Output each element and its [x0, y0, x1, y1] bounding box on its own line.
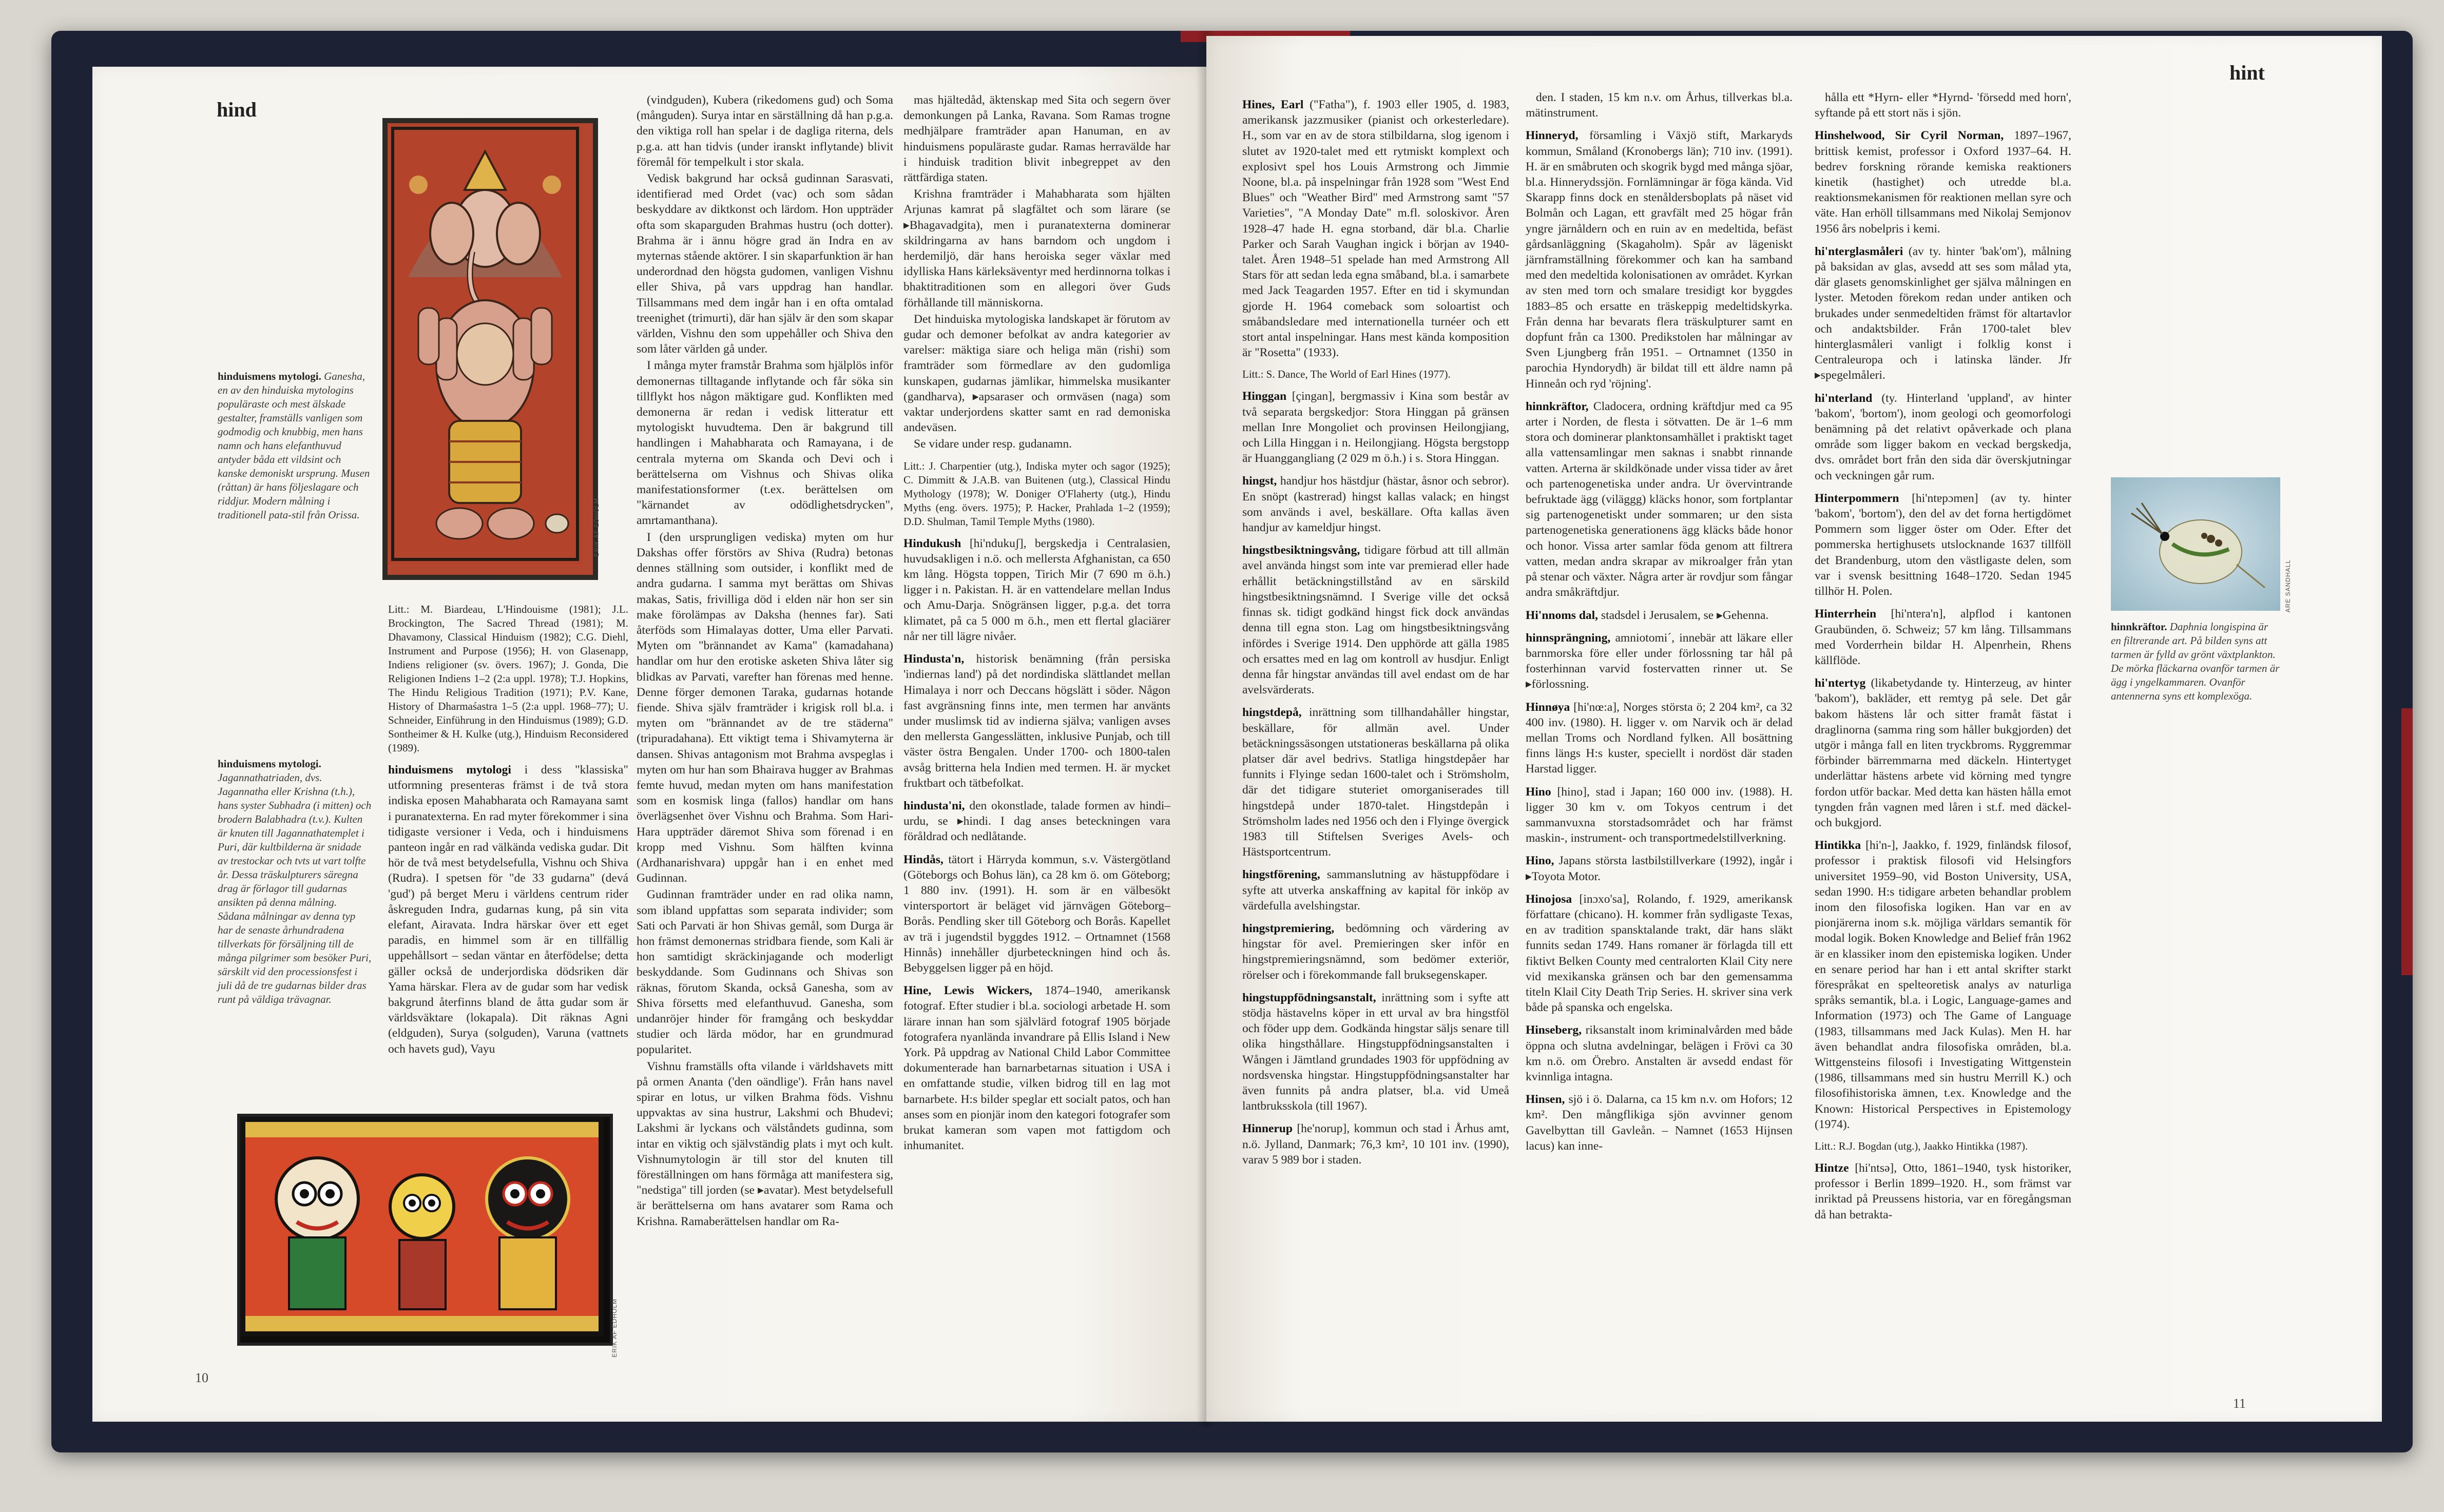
- entry-headword: Hi'nnoms dal,: [1526, 608, 1599, 622]
- entry-headword: Hindås,: [903, 852, 944, 866]
- entry-text: inrättning som tillhandahåller hingstar, beskällare, för allmän avel. Under betäckningssäsongen utstationeras beskällarna på olika platser där avel bedrivs. Statliga hingstdepåer har funnits i Flyinge sedan 1600-talet och i Strömsholm, där det tidigare stuteriet omorganiserades till hingstdepå under 1870-talet. Hingstdepån i Strömsholm lades ned 1956 och den i Flyinge övergick 1983 till Stiftelsen Sveriges Avels- och Hästsportcentrum.: [1242, 706, 1509, 859]
- body-paragraph: Se vidare under resp. gudanamn.: [914, 437, 1072, 451]
- entry-headword: Hinterrhein: [1815, 607, 1877, 621]
- entry-headword: hinnkräftor,: [1526, 399, 1589, 413]
- entry-text: den okonstlade, talade formen av hindi–urdu, se ▸hindi. I dag anses beteckningen vara föråldrad och nedlåtande.: [903, 799, 1170, 844]
- caption-title: hinnkräftor.: [2111, 621, 2167, 633]
- dictionary-entry: [1526, 630, 1793, 692]
- left-page: [92, 67, 1206, 1422]
- entry-headword: hingstuppfödningsanstalt,: [1242, 991, 1376, 1004]
- cover-accent: [2401, 708, 2413, 975]
- running-head-left: hind: [217, 98, 257, 121]
- body-paragraph: hålla ett *Hyrn- eller *Hyrnd- 'försedd med horn', syftande på ett stort näs i sjön.: [1815, 91, 2071, 120]
- dictionary-entry: [1526, 700, 1793, 777]
- entry-text: (likabetydande ty. Hinterzeug, av hinter 'bakom'), bakläder, ett remtyg på sele. Det går bakom hästens lår och sitter framåt fästat i draglinorna (samma ring som håller bukgjorden) det utgör i många fall en liten tryckbroms. Ryggremmar förbinder bärremmarna med däckeln. Hintertyget underlättar hästens arbete vid körning med tyngre fordon utför backar. Med detta kan hästen hålla emot tyngden från vagnen med låren i st.f. med däckel- och bukgjord.: [1815, 676, 2071, 829]
- entry-headword: Hinneryd,: [1526, 129, 1579, 143]
- body-paragraph: I (den ursprungligen vediska) myten om hur Dakshas offer förstörs av Shiva (Rudra) betonas dennes ställning som outsider, i konflikt med de andra gudarna. I samma myt berättas om Shivas makas, Satis, frivilliga död i elden när hon ser sin make förolämpas av Daksha (hennes far). Sati återföds som Himalayas dotter, Uma eller Parvati. Myten om "brännandet av Kama" (kamadahana) handlar om hur den erotiske asketen Shiva låter sig blidkas av Parvati, varefter han förenas med henne. Denne förger demonen Taraka, gudarnas hotande fiende. Shiva själv framträder i krigisk roll bl.a. i myten om "brännandet av de tre städerna" (tripuradahana). Ett viktigt tema i Shivamyterna är dansen. Shivas antagonism mot Brahma avspeglas i myten om hur han som Bhairava hugger av Brahmas femte huvud, medan myten om hans manifestation som en kosmisk linga (fallos) handlar om hans överlägsenhet över Vishnu och Brahma. Som Hari-Hara uppträder däremot Shiva som förenad i en kropp med Vishnu. Som hälften kvinna (Ardhanarishvara) uppgår han i en enhet med Gudinnan.: [637, 530, 893, 885]
- entry-headword: hinduismens mytologi: [388, 763, 511, 777]
- entry-headword: Hinseberg,: [1526, 1023, 1582, 1037]
- text-column: [637, 92, 893, 1230]
- entry-headword: hindusta'ni,: [903, 799, 965, 812]
- entry-text: Japans största lastbilstillverkare (1992), ingår i ▸Toyota Motor.: [1526, 854, 1793, 883]
- page-number: 11: [2233, 1396, 2246, 1411]
- entry-text: sjö i ö. Dalarna, ca 15 km n.v. om Hofors; 12 km². Den mångflikiga sjön avvinner genom Gavelbyttan till Gavleån. – Namnet (1653 Hijnsen lacus) kan inne-: [1526, 1093, 1793, 1153]
- dictionary-entry: [903, 983, 1170, 1153]
- entry-text: [çingan], bergmassiv i Kina som består av två separata bergskedjor: Stora Hinggan på gränsen mellan Inre Mongoliet och provinsen Heilongjiang, och Lilla Hinggan i n. Heilongjiang. Högsta bergstopp är Huanggangliang (2 029 m ö.h.) i s. Stora Hinggan.: [1242, 390, 1510, 466]
- entry-text: [hi'ntsə], Otto, 1861–1940, tysk historiker, professor i Berlin 1899–1920. H., som främst var inriktad på Preussens historia, var en föregångsman då han betrakta-: [1815, 1161, 2071, 1222]
- entry-headword: hingst,: [1242, 474, 1277, 488]
- dictionary-entry: [1815, 128, 2071, 236]
- dictionary-entry: [1815, 675, 2071, 830]
- entry-text: handjur hos hästdjur (hästar, åsnor och sebror). En snöpt (kastrerad) hingst kallas valack; en hingst som används i avel, beskällare. Ofta kallas även handjur av kameldjur hingst.: [1242, 474, 1509, 535]
- entry-text: (av ty. hinter 'bak'om'), målning på baksidan av glas, avsedd att ses som målad yta, där glasets genomskinlighet ger själva målningen en lyster. Metoden förekom redan under antiken och brukades under senmedeltiden främst för altartavlor och andaktsbilder. Från 1700-talet blev hinterglasmåleri vanligt i folklig konst i Centraleuropa och i latinska länder. Jfr ▸spegelmåleri.: [1815, 244, 2071, 382]
- entry-headword: hingstdepå,: [1242, 706, 1302, 720]
- entry-text: [hi'ndukuʃ], bergskedja i Centralasien, huvudsakligen i n.ö. och mellersta Afghanistan, ca 650 km lång. Högsta toppen, Tirich Mir (7 690 m ö.h.) ligger i n. Pakistan. H. är en vattendelare mellan Indus och Amu-Darja. Snögränsen ligger, p.g.a. det torra klimatet, på ca 5 000 m ö.h., men ett flertal glaciärer når ner till lägre nivåer.: [903, 536, 1171, 643]
- dictionary-entry: [1526, 608, 1793, 623]
- body-paragraph: Det hinduiska mytologiska landskapet är förutom av gudar och demoner befolkat av andra kategorier av varelser: mäktiga siare och heliga män (rishi) som framträder som förmedlare av den gudomliga kunskapen, gudarnas jämlikar, himmelska musikanter (gandharva), ▸apsaraser och ormväsen (naga) som vaktar underjordens skatter samt en rad demoniska andeväsen.: [903, 312, 1170, 435]
- text-column: [1242, 90, 1509, 1169]
- figure-caption: [2111, 620, 2280, 703]
- dictionary-entry: [1242, 1121, 1509, 1168]
- body-paragraph: Gudinnan framträder under en rad olika namn, som ibland uppfattas som separata individer; som Sati och Parvati är hon Shivas gemål, som Durga är hon främst demonernas stridbara fiende, som Kali är hon samtidigt skräckinjagande och moderligt beskyddande. Som Gudinnans och Shivas son räknas, förutom Skanda, också Ganesha, som av Shiva försetts med elefanthuvud. Ganesha, som undanröjer hinder för framgång och beskyddar studier och lärda mödor, har en grundmurad popularitet.: [637, 888, 893, 1057]
- dictionary-entry: [1526, 1022, 1793, 1084]
- entry-text: Cladocera, ordning kräftdjur med ca 95 arter i Norden, de flesta i sötvatten. De är 1–6 mm stora och dominerar planktonsamhället i praktiskt taget alla vattensamlingar men saknas i snabbt rinnande vatten. Arterna är skildkönade under vissa tider av året och partenogenetiska under andra. Ur övervintrande befruktade ägg (viläggg) kläcks honor, som fortplantar sig partenogenetiskt under sommaren; ur den sista partenogenetiska generationens ägg kläcks både honor och honor. Vissa arter samlar föda genom att filtrera vatten, medan andra skrapar av mikroalger från ytan på stenar och växter. Några arter är rovdjur som fångar andra småkräftdjur.: [1526, 399, 1793, 599]
- body-paragraph: den. I staden, 15 km n.v. om Århus, tillverkas bl.a. mätinstrument.: [1526, 91, 1793, 120]
- entry-text: riksanstalt inom kriminalvården med både öppna och slutna avdelningar, belägen i Frövi ca 30 km n.ö. om Örebro. Anstalten är avsedd endast för kvinnliga intagna.: [1526, 1023, 1793, 1083]
- entry-text: ("Fatha"), f. 1903 eller 1905, d. 1983, amerikansk jazzmusiker (pianist och orkesterledare). H., som var en av de stora stilbildarna, slog igenom i slutet av 1920-talet med ett rytmiskt komplext och explosivt spel hos Louis Armstrong och Jimmie Noone, bl.a. på inspelningar från 1928 som "West End Blues" och "Weather Bird" med Armstrong samt "57 Varieties", "A Monday Date" m.fl. soloskivor. Åren 1928–47 hade H. egna storband, där bl.a. Charlie Parker och Sarah Vaughan ingick i början av 1940-talet. Åren 1948–51 spelade han med Armstrong All Stars för att sedan leda egna småband, bl.a. i samarbete med Jack Teagarden 1957. Efter en tid i skymundan gjorde H. 1964 comeback som soloartist och småbandsledare med internationella turnéer och ett stort antal inspelningar. Hans mest kända komposition är "Rosetta" (1933).: [1242, 98, 1509, 360]
- text-column: [1526, 90, 1793, 1155]
- entry-headword: hingstförening,: [1242, 868, 1320, 882]
- caption-text: Daphnia longispina är en filtrerande art. På bilden syns att tarmen är fylld av grönt växtplankton. De mörka fläckarna ovanför tarmen är ägg i yngelkammaren. Ovanför antennerna syns ett komplexöga.: [2111, 621, 2280, 702]
- figure-caption: [218, 757, 372, 1006]
- literature-reference: Litt.: R.J. Bogdan (utg.), Jaakko Hintikka (1987).: [1815, 1140, 2028, 1152]
- text-column: [1815, 90, 2071, 1224]
- dictionary-entry: [903, 798, 1170, 845]
- photo-credit: ARE SANDHALL: [2284, 559, 2292, 613]
- body-paragraph: Krishna framträder i Mahabharata som hjälten Arjunas kamrat på slagfältet och som lärare (se ▸Bhagavadgita), men i puranatexterna dominerar skildringarna av hans barndom och ungdom i herdemiljö, där hans heroiska seger växlar med idylliska Hans kärleksäventyr med herdinnorna tolkas i bhaktitraditionen som en allegori över Guds förhållande till människorna.: [903, 187, 1170, 309]
- entry-headword: hi'nterland: [1815, 391, 1873, 405]
- entry-headword: Hinshelwood, Sir Cyril Norman,: [1815, 129, 2004, 143]
- daphnia-photo: [2111, 477, 2280, 611]
- dictionary-entry: [1242, 473, 1509, 535]
- dictionary-entry: [1526, 891, 1793, 1016]
- entry-text: amniotomi´, innebär att läkare eller barnmorska före eller under förlossning tar hål på fosterhinnan varvid fostervatten rinner ut. Se ▸förlossning.: [1526, 631, 1793, 691]
- entry-text: inrättning som i syfte att stödja hästavelns köper in ett urval av bra hingstföl och föder upp dem. Godkända hingstar säljs senare till olika hingsthållare. Hingstuppfödningsanstalten i Wången i Jämtland grundades 1903 för uppfödning av nordsvenska hingstar. Hingstuppfödningsanstalter har även funnits på andra platser, bl.a. vid Umeå lantbruksskola (till 1967).: [1242, 991, 1510, 1113]
- dictionary-entry: [1526, 1092, 1793, 1154]
- page-number: 10: [195, 1370, 208, 1385]
- literature-reference: Litt.: M. Biardeau, L'Hindouisme (1981); J.L. Brockington, The Sacred Thread (1981); M. Dhavamony, Classical Hinduism (1982); C.G. Diehl, Instrument and Purpose (1956); H. von Glasenapp, Indiens religioner (sv. övers. 1967); J. Gonda, Die Religionen Indiens 1–2 (2:a uppl. 1978); T.J. Hopkins, The Hindu Religious Tradition (1971); P.V. Kane, History of Dharmaśastra 1–5 (2:a uppl. 1968–77); U. Schneider, Einführung in den Hinduismus (1989); G.D. Sontheimer & H. Kulke (utg.), Hinduism Reconsidered (1989).: [388, 603, 628, 754]
- entry-headword: Hinnerup: [1242, 1122, 1293, 1136]
- photo-credit: ERIK AF EDHOLM: [593, 498, 600, 557]
- photo-credit: ERIK AF EDHOLM: [611, 1298, 618, 1358]
- right-page: [1206, 36, 2382, 1422]
- dictionary-entry: [1815, 491, 2071, 599]
- dictionary-entry: [1242, 921, 1509, 983]
- text-column: [388, 595, 628, 1058]
- caption-title: hinduismens mytologi.: [218, 758, 321, 770]
- dictionary-entry: [903, 536, 1170, 644]
- entry-headword: Hino: [1526, 785, 1551, 799]
- dictionary-entry: [1526, 784, 1793, 846]
- dictionary-entry: [1815, 606, 2071, 668]
- literature-reference: Litt.: S. Dance, The World of Earl Hines (1977).: [1242, 368, 1451, 381]
- dictionary-entry: [1526, 853, 1793, 884]
- dictionary-entry: [1815, 1160, 2071, 1223]
- entry-text: historisk benämning (från persiska 'indiernas land') på det nordindiska slättlandet mellan Himalaya i norr och Deccans högslätt i söder. Någon fast avgränsning finns inte, men termen har använts under muslimsk tid av indierna själva; vanligen avses den mellersta Gangesslätten, inklusive Punjab, och till väster östra Bengalen. Under 1700- och 1800-talen avsåg britterna hela Indien med termen. H. är mycket fruktbart och tätbefolkat.: [903, 652, 1170, 790]
- entry-headword: Hindukush: [903, 536, 961, 550]
- entry-headword: hingstpremiering,: [1242, 921, 1335, 935]
- entry-text: tidigare förbud att till allmän avel använda hingst som inte var premierad eller hade erhållit betäckningstillstånd av en särskild hingstbesiktningsnämnd. I Sverige ville det också finnas sk. tidigt godkänd hingst fick dock användas denna till egna ston. Lag om hingstbesiktningsvång infördes i Sverige 1914. Den upphörde att gälla 1985 och ersattes med en lag om kontroll av husdjur. Enligt denna får hingstar användas till avel endast om de har avelsvärderats.: [1242, 544, 1509, 697]
- body-paragraph: Vishnu framställs ofta vilande i världshavets mitt på ormen Ananta ('den oändlige'). Från hans navel spirar en lotus, ur vilken Brahma föds. Vishnu uppvaktas av sina hustrur, Lakshmi och Bhudevi; Lakshmi är lyckans och välståndets gudinna, som intar en viktig och självständig plats i myt och kult. Vishnumytologin är till stor del knuten till föreställningen om hans förmåga att manifestera sig, "nedstiga" till jorden (se ▸avatar). Mest betydelsefull är berättelserna om hans avatarer som Rama och Krishna. Ramaberättelsen handlar om Ra-: [637, 1059, 893, 1228]
- entry-headword: Hinggan: [1242, 390, 1287, 403]
- dictionary-entry: [903, 852, 1170, 976]
- entry-headword: hinnsprängning,: [1526, 631, 1611, 645]
- dictionary-entry: [1242, 867, 1509, 914]
- entry-headword: Hindusta'n,: [903, 652, 965, 666]
- dictionary-entry: [1242, 705, 1509, 860]
- entry-text: församling i Växjö stift, Markaryds kommun, Småland (Kronobergs län); 710 inv. (1991). H. är en småbruten och skogrik bygd med många sjöar, bl.a. Hinnerydssjön. Fornlämningar är föga kända. Vid Skarapp finns dock en stenåldersboplats på näset vid Bolmån och Lagan, ett gravfält med 25 högar från yngre järnåldern och en ruin av en medeltida, befäst gårdsanläggning (Skagaholm). Spår av lägeniskt järnframställning förekommer och kan ha samband med den medeltida kolonisationen av området. Kyrkan av sten med torn och smalare tresidigt kor byggdes 1883–85 och ersatte en träskeppig medeltidskyrka. Från denna har bevarats flera träskulpturer samt en dopfunt från ca 1300. Predikstolen har målningar av Sven Ljungberg från 1951. – Ortnamnet (1350 in parochia Hyndorydh) är bildat till ett äldre namn på Hinneån och ryd 'röjning'.: [1526, 129, 1793, 391]
- dictionary-entry: [1242, 542, 1509, 697]
- entry-headword: Hintze: [1815, 1161, 1849, 1175]
- entry-text: [hi'ntɐpɔmɐn] (av ty. hinter 'bakom', 'bortom'), den del av det forna hertigdömet Pommern som ligger öster om Oder. Efter det pommerska hertighusets utslocknande 1637 tillföll det Brandenburg, utom den västligaste delen, som var i svensk besittning 1648–1720. Sedan 1945 tillhör H. Polen.: [1815, 491, 2071, 598]
- caption-text: Jagannathatriaden, dvs. Jagannatha eller Krishna (t.h.), hans syster Subhadra (i mitten) och brodern Balabhadra (t.v.). Kulten är knuten till Jagannathatemplet i Puri, där kultbilderna är snidade av trestockar och tvts ut vart tolfte år. Dessa träskulpturers säregna drag är förlagor till gudarnas ansikten på denna målning. Sådana målningar av denna typ har de senaste århundradena tillverkats för försäljning till de många pilgrimer som besöker Puri, särskilt vid den processionsfest i juli då de tre gudarnas bilder dras runt på väldiga trävagnar.: [218, 771, 372, 1005]
- entry-text: bedömning och värdering av hingstar för avel. Premieringen sker inför en hingstpremieringsnämnd, som bedömer exteriör, rörelser och i förekommande fall bruksegenskaper.: [1242, 921, 1510, 982]
- entry-text: sammanslutning av hästuppfödare i syfte att utverka anskaffning av kapital för inköp av värdefulla avelshingstar.: [1242, 868, 1510, 913]
- entry-headword: hi'nterglasmåleri: [1815, 244, 1903, 258]
- dictionary-entry: [1242, 990, 1509, 1114]
- caption-title: hinduismens mytologi.: [218, 370, 321, 382]
- dictionary-entry: [1242, 389, 1509, 466]
- entry-text: [hi'n-], Jaakko, f. 1929, finländsk filosof, professor i praktisk filosofi vid Helsingfors universitet 1959–90, vid Boston University, USA, sedan 1990. H:s tidigare arbeten behandlar problem inom den filosofiska logiken. Han var en av pionjärerna inom s.k. möjliga världars semantik för modal logik. Boken Knowledge and Belief från 1962 är en klassiker inom den epistemiska logiken. Under en senare period har han i ett antal skrifter starkt förespråkat en spelteoretisk analys av naturliga språks semantik, bl.a. i Logic, Language-games and Information (1973) och The Game of Language (1983, tillsammans med Jack Kulas). Men H. har även behandlat andra filosofiska områden, bl.a. Wittgensteins filosofi i Investigating Wittgenstein (1986, tillsammans med sin hustru Merrill K.) och filosofihistoriska ämnen, t.ex. Knowledge and the Known: Historical Perspectives in Epistemology (1974).: [1815, 839, 2072, 1131]
- entry-text: 1874–1940, amerikansk fotograf. Efter studier i bl.a. sociologi arbetade H. som lärare innan han som självlärd fotograf 1905 började fotografera nyanlända invandrare på Ellis Island i New York. På uppdrag av National Child Labor Committee dokumenterade han barnarbetarnas situation i USA i en omfattande studie, vilken bidrog till en lag mot barnarbete. H:s bilder speglar ett socialt patos, och han anses som en pionjär inom den kategori fotografer som brukat kameran som vapen mot fattigdom och inhumanitet.: [903, 984, 1171, 1153]
- running-head-right: hint: [2229, 61, 2265, 84]
- entry-headword: Hinojosa: [1526, 892, 1572, 906]
- text-column: [903, 92, 1170, 1154]
- jagannatha-painting: [237, 1114, 613, 1346]
- entry-text: (ty. Hinterland 'uppland', av hinter 'bakom', 'bortom'), inom geologi och geomorfologi benämning på det relativt opåverkade och plana område som ligger bakom en veckad bergskedja, dvs. området bort från den sida där överskjutningar och veckningen går rum.: [1815, 391, 2071, 482]
- entry-text: [inɔxo'sa], Rolando, f. 1929, amerikansk författare (chicano). H. kommer från sydligaste Texas, en av tradition spansktalande trakt, där hans släkt funnits sedan 1749. Hans romaner är förlagda till ett fiktivt Belken County med centralorten Klail City nere vid mexikanska gränsen och bar den gemensamma titeln Klail City Death Trip Series. H. skriver sina verk både på spanska och engelska.: [1526, 892, 1793, 1015]
- entry-text: [hi'ntɐra'n], alpflod i kantonen Graubünden, ö. Schweiz; 57 km lång. Tillsammans med Vorderrhein bildar H. Alpenrhein, Rhens källflöde.: [1815, 607, 2071, 667]
- entry-headword: Hintikka: [1815, 839, 1861, 852]
- literature-reference: Litt.: J. Charpentier (utg.), Indiska myter och sagor (1925); C. Dimmitt & J.A.B. van Buitenen (utg.), Classical Hindu Mythology (1978); W. Doniger O'Flaherty (utg.), Hindu Myths (eng. övers. 1975); P. Hacker, Prahlada 1–2 (1959); D.D. Shulman, Tamil Temple Myths (1980).: [903, 459, 1170, 528]
- dictionary-entry: [1815, 391, 2071, 483]
- body-paragraph: mas hjältedåd, äktenskap med Sita och segern över demonkungen på Lanka, Ravana. Som Ramas trogne medhjälpare framträder apan Hanuman, en av hinduismens populäraste gudar. Ramas herravälde har i hinduisk tradition blivit inbegreppet av den rättfärdiga staten.: [903, 93, 1170, 185]
- ganesha-painting: [382, 118, 598, 580]
- entry-headword: Hine, Lewis Wickers,: [903, 984, 1032, 998]
- body-paragraph: Vedisk bakgrund har också gudinnan Sarasvati, identifierad med Ordet (vac) och som sådan beskyddare av diktkonst och lärdom. Hon uppträder ofta som skaparguden Brahmas hustru (och dotter). Brahma är i ännu högre grad än Indra en av myternas stående aktörer. I sin skaparfunktion är han underordnad den högsta gudomen, vanligen Vishnu eller Shiva, på vars uppdrag han handlar. Tillsammans med dem ingår han i en ofta omtalad treenighet (trimurti), där han själv är den som skapar världen, Vishnu den som uppehåller och Shiva den som låter världen gå under.: [637, 172, 893, 356]
- figure-caption: [218, 370, 372, 522]
- dictionary-entry: [1526, 128, 1793, 391]
- dictionary-entry: [1815, 838, 2071, 1132]
- body-paragraph: I många myter framstår Brahma som hjälplös inför demonernas tilltagande inflytande och får söka sin tillflykt hos någon mäktigare gud. Konflikten med demonerna är redan i vedisk litteratur ett mytologiskt huvudtema. Den är bakgrund till handlingen i Mahabharata och Ramayana, i de centrala myterna om Skanda och Devi och i berättelserna om Vishnus och Shivas olika manifestationsformer (t.ex. berättelsen om "kärnandet av odödlighetsdrycken", amrtamanthana).: [637, 359, 893, 528]
- entry-headword: hingstbesiktningsvång,: [1242, 544, 1360, 557]
- entry-headword: Hinsen,: [1526, 1093, 1565, 1107]
- dictionary-entry: [388, 762, 628, 1057]
- caption-text: Ganesha, en av den hinduiska mytologins populäraste och mest älskade gestalter, framställs vanligen som godmodig och knubbig, men hans namn och hans elefanthuvud antyder båda ett vildsint och kanske demoniskt ursprung. Musen (råttan) är hans följeslagare och riddjur. Modern målning i traditionell pata-stil från Orissa.: [218, 370, 370, 521]
- entry-text: i dess "klassiska" utformning presenteras främst i de två stora indiska eposen Mahabharata och Ramayana samt i puranatexterna. En rad myter förekommer i sina tidigaste versioner i Veda, och i hinduismens panteon ingår en rad välkända vediska gudar. Dit hör de två mest betydelsefulla, Vishnu och Shiva (Rudra). I spetsen för "de 33 gudarna" (devá 'gud') på berget Meru i världens centrum rider åskreguden Indra, gudarnas kung, på sin vita elefant, Airavata. Indra härskar över ett eget paradis, en himmel som är en tillfällig uppehållsort – sedan väntar en återfödelse; detta gäller också de underjordiska dödsriken där Yama härskar. Flera av de gudar som har vedisk bakgrund återfinns bland de åtta gudar som är världsväktare (lokapala). Dit räknas Agni (eldguden), Surya (solguden), Varuna (vattnets och havets gud), Vayu: [388, 763, 628, 1056]
- entry-headword: Hino,: [1526, 854, 1554, 868]
- entry-text: 1897–1967, brittisk kemist, professor i Oxford 1937–64. H. bedrev forskning rörande kemiska reaktioners kinetik (hastighet) och utredde bl.a. reaktionsmekanismen för reaktionen mellan syre och väte. Han erhöll tillsammans med Nikolaj Semjonov 1956 års nobelpris i kemi.: [1815, 129, 2072, 236]
- entry-headword: Hinnøya: [1526, 700, 1570, 714]
- entry-headword: hi'ntertyg: [1815, 676, 1866, 690]
- entry-text: [hino], stad i Japan; 160 000 inv. (1988). H. ligger 30 km v. om Tokyos centrum i det sammanvuxna storstadsområdet och har främst maskin-, instrument- och transportmedelstillverkning.: [1526, 785, 1793, 845]
- entry-text: [he'norup], kommun och stad i Århus amt, n.ö. Jylland, Danmark; 76,3 km², 10 101 inv. (1990), varav 5 989 bor i staden.: [1242, 1122, 1509, 1167]
- entry-headword: Hinterpommern: [1815, 491, 1899, 505]
- dictionary-entry: [1815, 244, 2071, 383]
- entry-text: stadsdel i Jerusalem, se ▸Gehenna.: [1601, 608, 1769, 622]
- entry-text: tätort i Härryda kommun, s.v. Västergötland (Göteborgs och Bohus län), ca 28 km ö. om Göteborg; 1 880 inv. (1991). H. som är en välbesökt vintersportort är beläget vid järnvägen Göteborg–Borås. Pendling sker till Göteborg och Borås. Kapellet av trä i jugendstil byggdes 1912. – Ortnamnet (1568 Hinnås) innehåller djurbeteckningen hind och ås. Bebyggelsen ligger på en höjd.: [903, 852, 1170, 975]
- entry-headword: Hines, Earl: [1242, 98, 1304, 111]
- dictionary-entry: [903, 651, 1170, 791]
- body-paragraph: (vindguden), Kubera (rikedomens gud) och Soma (månguden). Surya intar en särställning då han p.g.a. den viktiga roll han spelar i de dagliga riterna, dels p.g.a. att han tidvis (under iranskt inflytande) blivit föremål för tempelkult i stor skala.: [637, 93, 893, 169]
- entry-text: [hi'nœ:a], Norges största ö; 2 204 km², ca 32 400 inv. (1980). H. ligger v. om Narvik och är delad mellan Troms och Nordland fylken. All bosättning finns längs H:s kuster, speciellt i nordöst där staden Harstad ligger.: [1526, 700, 1793, 776]
- dictionary-entry: [1526, 399, 1793, 600]
- dictionary-entry: [1242, 97, 1509, 360]
